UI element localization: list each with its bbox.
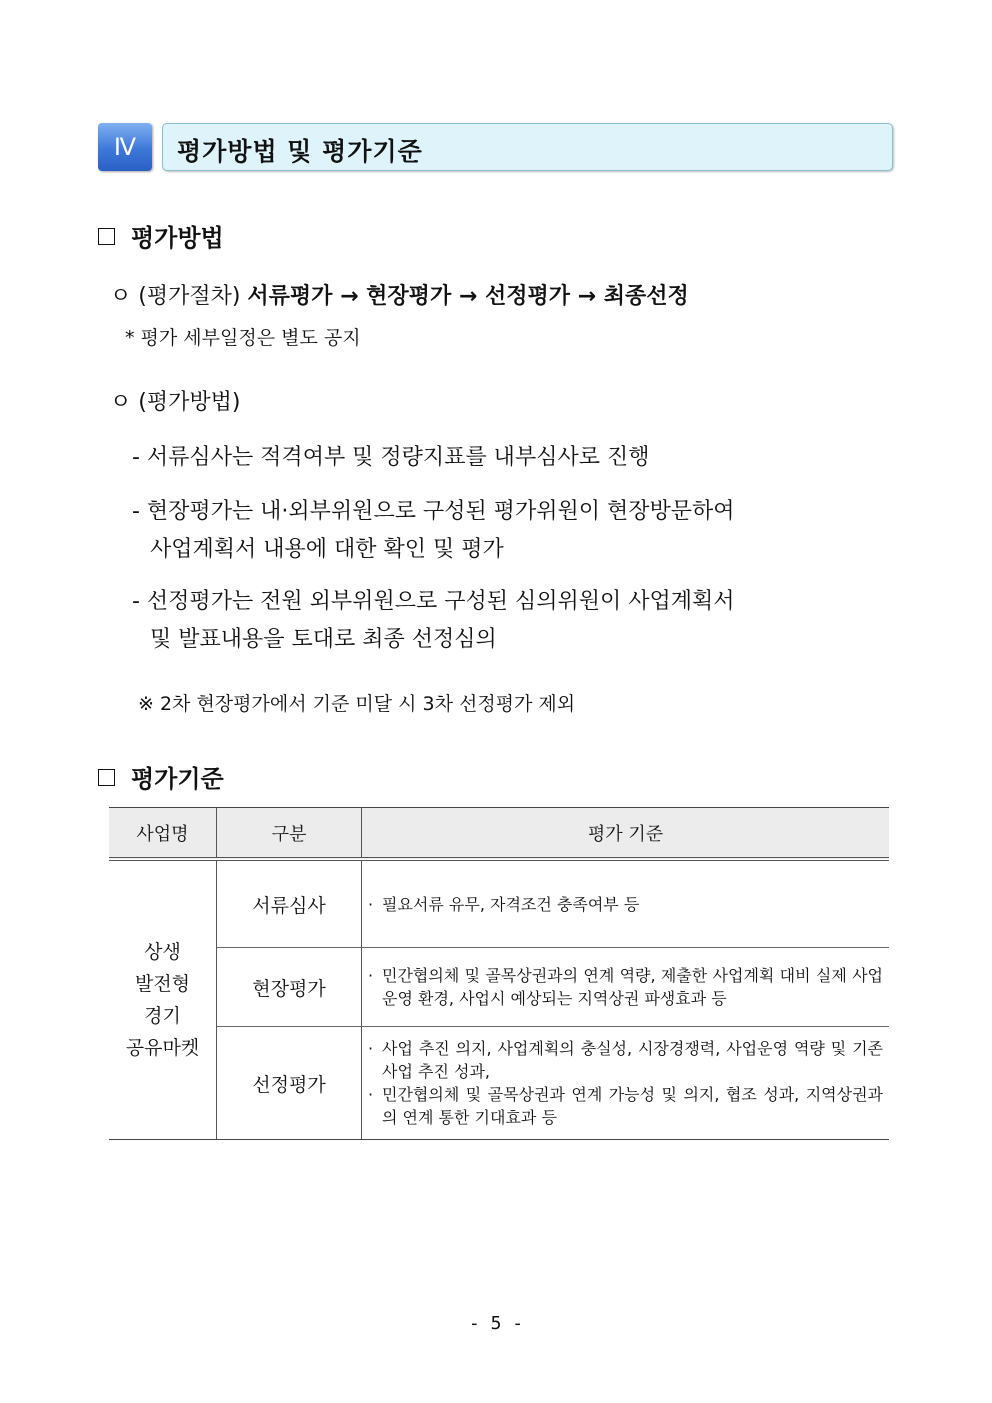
method-bullet-2-line-1: - 현장평가는 내·외부위원으로 구성된 평가위원이 현장방문하여 bbox=[132, 499, 735, 524]
business-name-line: 발전형 bbox=[134, 973, 191, 995]
business-name-line: 경기 bbox=[144, 1005, 181, 1027]
criteria-cell bbox=[362, 1027, 890, 1140]
criteria-item bbox=[368, 893, 883, 916]
criteria-item bbox=[368, 1083, 883, 1129]
method-label: ㅇ (평가방법) bbox=[110, 390, 241, 415]
method-bullet-3-line-1: - 선정평가는 전원 외부위원으로 구성된 심의위원이 사업계획서 bbox=[132, 589, 735, 614]
criteria-text: 민간협의체 및 골목상권과의 연계 역량, 제출한 사업계획 대비 실제 사업 운영 환경, 사업시 예상되는 지역상권 파생효과 등 bbox=[382, 966, 883, 1008]
method-heading bbox=[98, 218, 224, 253]
table-row bbox=[109, 948, 889, 1027]
category-cell: 선정평가 bbox=[217, 1027, 362, 1140]
checkbox-square-icon bbox=[98, 228, 115, 245]
table-row bbox=[109, 859, 889, 948]
business-name-line: 상생 bbox=[144, 941, 181, 963]
method-heading-text: 평가방법 bbox=[131, 224, 224, 252]
criteria-cell bbox=[362, 948, 890, 1027]
criteria-heading bbox=[98, 759, 224, 794]
business-name-cell bbox=[109, 859, 217, 1140]
criteria-item bbox=[368, 964, 883, 1010]
method-bullet-3-line-2: 및 발표내용을 토대로 최종 선정심의 bbox=[150, 627, 497, 652]
remark-note: ※ 2차 현장평가에서 기준 미달 시 3차 선정평가 제외 bbox=[138, 693, 576, 715]
criteria-item bbox=[368, 1037, 883, 1083]
section-number-badge: Ⅳ bbox=[98, 123, 152, 171]
criteria-heading-text: 평가기준 bbox=[131, 765, 224, 793]
checkbox-square-icon bbox=[98, 769, 115, 786]
method-bullet-2-line-2: 사업계획서 내용에 대한 확인 및 평가 bbox=[150, 537, 504, 562]
bullet-dot: · bbox=[368, 1085, 374, 1104]
method-bullet-1: - 서류심사는 적격여부 및 정량지표를 내부심사로 진행 bbox=[132, 445, 650, 470]
table-header-row bbox=[109, 808, 889, 860]
page-number: - 5 - bbox=[468, 1313, 524, 1334]
category-cell: 서류심사 bbox=[217, 859, 362, 948]
business-name-line: 공유마켓 bbox=[125, 1037, 200, 1059]
criteria-text: 사업 추진 의지, 사업계획의 충실성, 시장경쟁력, 사업운영 역량 및 기존 사업 추진 성과, bbox=[382, 1039, 883, 1081]
category-cell: 현장평가 bbox=[217, 948, 362, 1027]
criteria-cell bbox=[362, 859, 890, 948]
criteria-table bbox=[109, 807, 889, 1140]
bullet-dot: · bbox=[368, 1039, 374, 1058]
table-row bbox=[109, 1027, 889, 1140]
section-title: 평가방법 및 평가기준 bbox=[177, 137, 423, 166]
procedure-note: * 평가 세부일정은 별도 공지 bbox=[125, 327, 361, 349]
procedure-label: ㅇ (평가절차) bbox=[110, 284, 241, 309]
bullet-dot: · bbox=[368, 966, 374, 985]
procedure-steps: 서류평가 → 현장평가 → 선정평가 → 최종선정 bbox=[247, 284, 689, 309]
bullet-dot: · bbox=[368, 894, 374, 914]
section-title-box bbox=[162, 123, 893, 171]
header-business-name: 사업명 bbox=[109, 808, 217, 860]
criteria-text: 민간협의체 및 골목상권과 연계 가능성 및 의지, 협조 성과, 지역상권과의 연계 통한 기대효과 등 bbox=[382, 1085, 883, 1127]
section-header bbox=[98, 123, 894, 171]
header-category: 구분 bbox=[217, 808, 362, 860]
procedure-line bbox=[110, 279, 689, 310]
criteria-text: 필요서류 유무, 자격조건 충족여부 등 bbox=[382, 894, 640, 914]
header-criteria: 평가 기준 bbox=[362, 808, 890, 860]
